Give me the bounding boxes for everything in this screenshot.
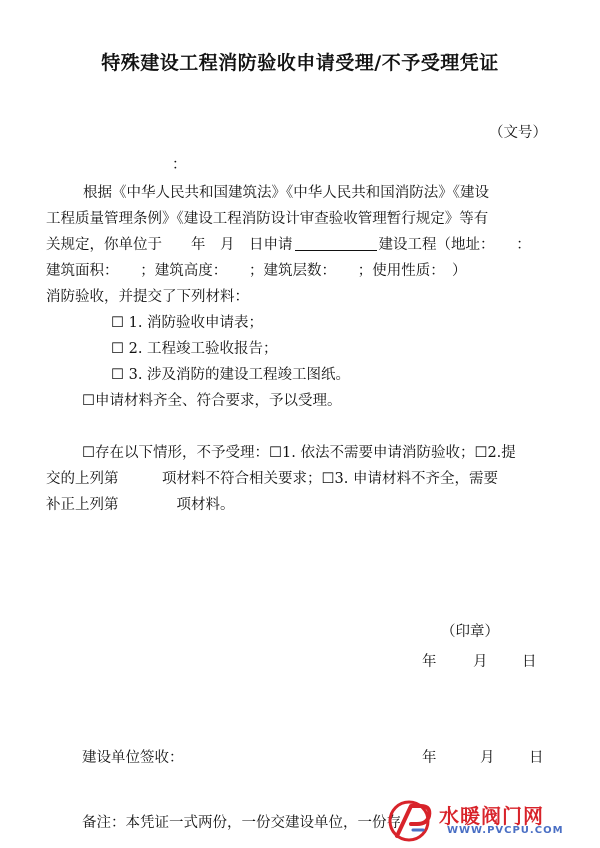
- accept-option: ☐申请材料齐全、符合要求，予以受理。: [82, 393, 342, 409]
- date-day: 日: [522, 654, 537, 670]
- material-item: ☐ 3. 涉及消防的建设工程竣工图纸。: [111, 367, 351, 383]
- reject-line: 交的上列第 项材料不符合相关要求；☐3. 申请材料不齐全，需要: [46, 471, 498, 487]
- document-title: 特殊建设工程消防验收申请受理/不予受理凭证: [101, 52, 499, 74]
- watermark-name: 水暖阀门网: [439, 804, 544, 828]
- material-item: ☐ 2. 工程竣工验收报告；: [111, 341, 278, 357]
- para-line: [46, 233, 531, 254]
- seal-label: （印章）: [441, 624, 499, 640]
- para-line: 根据《中华人民共和国建筑法》《中华人民共和国消防法》《建设: [83, 185, 489, 201]
- reject-line: ☐存在以下情形，不予受理：☐1. 依法不需要申请消防验收；☐2.提: [82, 445, 516, 461]
- material-item: ☐ 1. 消防验收申请表；: [111, 315, 264, 331]
- para-line-part: 关规定，你单位于 年 月 日申请: [46, 237, 293, 253]
- date-year: 年: [422, 654, 437, 670]
- date-month: 月: [473, 654, 488, 670]
- signature-label: 建设单位签收：: [82, 750, 184, 766]
- para-line: 消防验收，并提交了下列材料：: [46, 289, 249, 305]
- watermark-url: WWW.PVCPU.COM: [447, 825, 564, 836]
- watermark-logo: [387, 800, 592, 842]
- date-month: 月: [480, 750, 495, 766]
- project-name-blank: [295, 236, 377, 251]
- doc-number: （文号）: [489, 125, 547, 141]
- date-day: 日: [529, 750, 544, 766]
- footnote: 备注：本凭证一式两份，一份交建设单位，一份存: [82, 815, 401, 831]
- recipient-colon: ：: [172, 157, 187, 173]
- para-line: 建筑面积： ；建筑高度： ；建筑层数： ；使用性质： ）: [46, 263, 467, 279]
- reject-line: 补正上列第 项材料。: [46, 497, 235, 513]
- para-line-part: 建设工程（地址： ：: [378, 237, 531, 253]
- logo-mark-icon: [387, 800, 439, 842]
- para-line: 工程质量管理条例》《建设工程消防设计审查验收管理暂行规定》等有: [46, 211, 489, 227]
- date-year: 年: [422, 750, 437, 766]
